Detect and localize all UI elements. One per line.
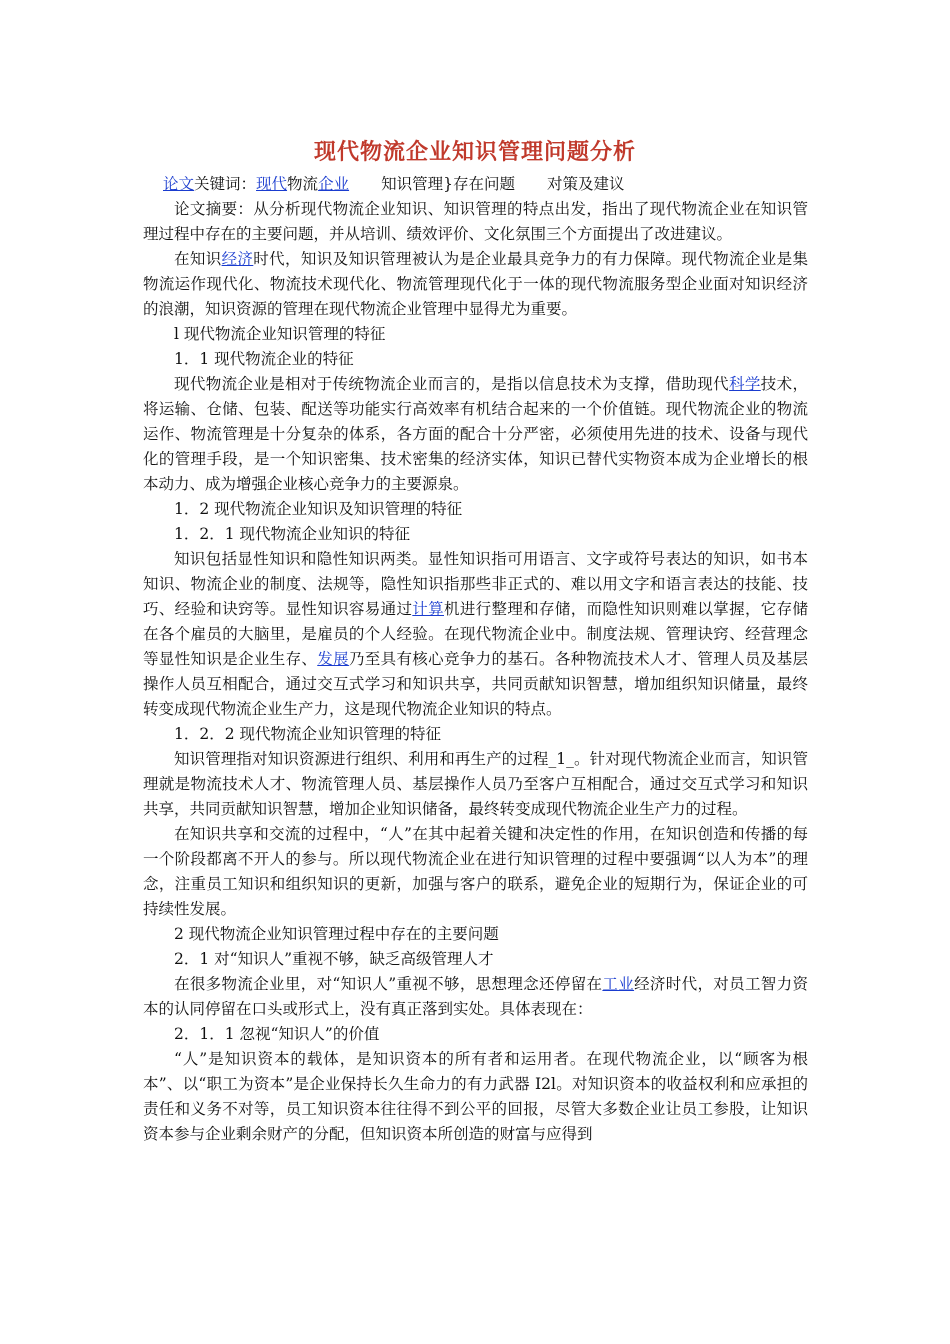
paragraph-2: [143, 547, 808, 722]
intro-text-1: 在知识: [174, 250, 222, 268]
keywords-line: [143, 172, 808, 197]
abstract-paragraph: 论文摘要：从分析现代物流企业知识、知识管理的特点出发，指出了现代物流企业在知识管理过程中存在的主要问题，并从培训、绩效评价、文化氛围三个方面提出了改进建议。: [143, 200, 808, 243]
p5-text-2: 经济时代，对员工智力资本的认同停留在口头或形式上，没有真正落到实处。具体表现在：: [143, 975, 808, 1018]
link-fazhan[interactable]: 发展: [317, 650, 349, 668]
keyword-wuliu: 物流: [287, 175, 319, 193]
paragraph-6: “人”是知识资本的载体，是知识资本的所有者和运用者。在现代物流企业，以“顾客为根本”、以“职工为资本”是企业保持长久生命力的有力武器 I2l。对知识资本的收益权利和应承担的责任和义务不对等，员工知识资本往往得不到公平的回报，尽管大多数企业让员工参股，让知识资本参与企业剩余财产的分配，但知识资本所创造的财富与应得到: [143, 1050, 808, 1143]
intro-paragraph: [143, 247, 808, 322]
p2-text-1: 知识包括显性知识和隐性知识两类。显性知识指可用语言、文字或符号表达的知识，如书本知识、物流企业的制度、法规等，隐性知识指那些非正式的、难以用文字和语言表达的技能、技巧、经验和诀窍等。显性知识容易通过: [143, 550, 808, 618]
link-jisuan[interactable]: 计算: [412, 600, 444, 618]
section-heading-2-1-1: 2．1．1 忽视“知识人”的价值: [174, 1025, 380, 1043]
keyword-link-lunwen[interactable]: 论文: [163, 175, 195, 193]
document-body: [143, 172, 808, 1147]
link-gongye[interactable]: 工业: [602, 975, 635, 993]
link-kexue[interactable]: 科学: [729, 375, 761, 393]
section-heading-1-2: 1．2 现代物流企业知识及知识管理的特征: [174, 500, 463, 518]
p2-text-3: 乃至具有核心竞争力的基石。各种物流技术人才、管理人员及基层操作人员互相配合，通过交互式学习和知识共享，共同贡献知识智慧，增加组织知识储量，最终转变成现代物流企业生产力，这是现代物流企业知识的特点。: [143, 650, 808, 718]
section-heading-1-2-2: 1．2．2 现代物流企业知识管理的特征: [174, 725, 442, 743]
paragraph-3: 知识管理指对知识资源进行组织、利用和再生产的过程_1_。针对现代物流企业而言，知识管理就是物流技术人才、物流管理人员、基层操作人员乃至客户互相配合，通过交互式学习和知识共享，共同贡献知识智慧，增加企业知识储备，最终转变成现代物流企业生产力的过程。: [143, 750, 808, 818]
section-heading-2: 2 现代物流企业知识管理过程中存在的主要问题: [174, 925, 499, 943]
link-jingji[interactable]: 经济: [221, 250, 254, 268]
p5-text-1: 在很多物流企业里，对“知识人”重视不够，思想理念还停留在: [174, 975, 603, 993]
keyword-3: 对策及建议: [546, 175, 625, 193]
section-heading-2-1: 2．1 对“知识人”重视不够，缺乏高级管理人才: [174, 950, 494, 968]
document-title: 现代物流企业知识管理问题分析: [313, 139, 636, 165]
keyword-link-xiandai[interactable]: 现代: [256, 175, 288, 193]
keyword-link-qiye[interactable]: 企业: [318, 175, 350, 193]
p2-text-2: 机进行整理和存储，而隐性知识则难以掌握，它存储在各个雇员的大脑里，是雇员的个人经验。在现代物流企业中。制度法规、管理诀窍、经营理念等显性知识是企业生存、: [143, 600, 808, 668]
intro-text-2: 时代，知识及知识管理被认为是企业最具竞争力的有力保障。现代物流企业是集物流运作现代化、物流技术现代化、物流管理现代化于一体的现代物流服务型企业面对知识经济的浪潮，知识资源的管理在现代物流企业管理中显得尤为重要。: [143, 250, 808, 318]
section-heading-1-1: 1．1 现代物流企业的特征: [174, 350, 354, 368]
paragraph-5: [143, 972, 808, 1022]
paragraph-1: [143, 372, 808, 497]
section-heading-1-2-1: 1．2．1 现代物流企业知识的特征: [174, 525, 411, 543]
p1-text-2: 技术，将运输、仓储、包装、配送等功能实行高效率有机结合起来的一个价值链。现代物流企业的物流运作、物流管理是十分复杂的体系，各方面的配合十分严密，必须使用先进的技术、设备与现代化的管理手段，是一个知识密集、技术密集的经济实体，知识已替代实物资本成为企业增长的根本动力、成为增强企业核心竞争力的主要源泉。: [143, 375, 808, 493]
keywords-label: 关键词：: [194, 175, 257, 193]
section-heading-1: l 现代物流企业知识管理的特征: [174, 325, 386, 343]
keyword-2: 知识管理}存在问题: [381, 175, 515, 193]
paragraph-4: 在知识共享和交流的过程中，“人”在其中起着关键和决定性的作用，在知识创造和传播的每一个阶段都离不开人的参与。所以现代物流企业在进行知识管理的过程中要强调“以人为本”的理念，注重员工知识和组织知识的更新，加强与客户的联系，避免企业的短期行为，保证企业的可持续性发展。: [143, 825, 808, 918]
p1-text-1: 现代物流企业是相对于传统物流企业而言的，是指以信息技术为支撑，借助现代: [174, 375, 730, 393]
